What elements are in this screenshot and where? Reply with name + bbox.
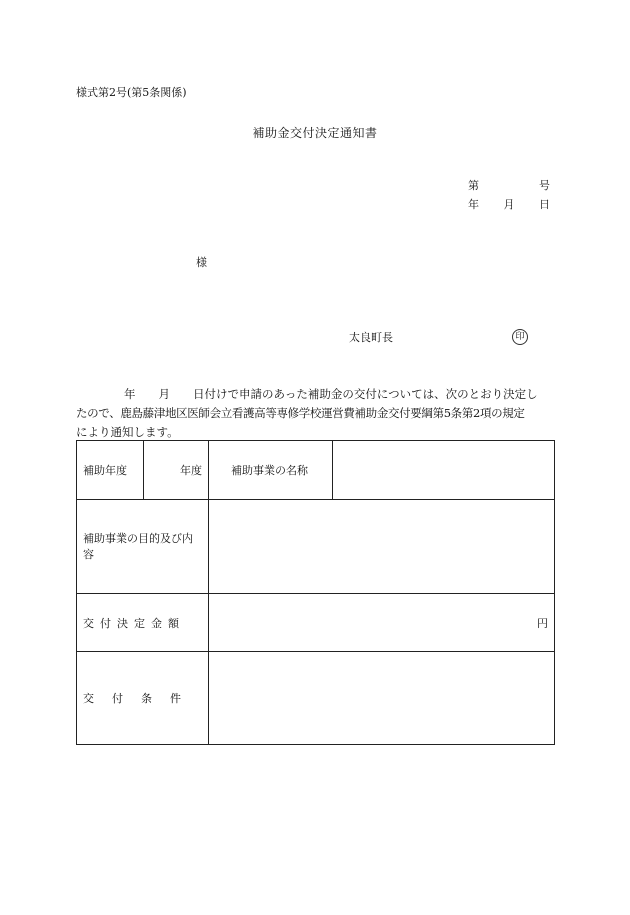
table-row xyxy=(77,652,555,745)
table-row xyxy=(77,441,555,500)
seal-mark: 印 xyxy=(512,329,528,345)
project-name-value xyxy=(333,441,555,500)
form-label: 様式第2号(第5条関係) xyxy=(76,86,187,99)
document-number-line xyxy=(468,179,550,193)
number-prefix: 第 xyxy=(468,179,479,192)
conditions-value xyxy=(209,652,555,745)
conditions-label: 交付条件 xyxy=(77,652,209,745)
date-line xyxy=(468,198,550,212)
purpose-value xyxy=(209,500,555,594)
body-month: 月 xyxy=(158,387,170,401)
body-line1: 日付けで申請のあった補助金の交付については、次のとおり決定し xyxy=(193,387,538,401)
amount-unit: 円 xyxy=(209,594,555,652)
date-year: 年 xyxy=(468,198,479,211)
body-line3: により通知します。 xyxy=(76,425,179,439)
table-row xyxy=(77,594,555,652)
document-title: 補助金交付決定通知書 xyxy=(252,126,378,140)
fiscal-year-unit: 年度 xyxy=(144,441,209,500)
date-day: 日 xyxy=(539,198,550,211)
recipient-honorific: 様 xyxy=(196,256,207,269)
amount-label: 交付決定金額 xyxy=(77,594,209,652)
number-suffix: 号 xyxy=(539,179,550,192)
grant-info-table xyxy=(76,440,555,745)
table-row xyxy=(77,500,555,594)
issuer-name: 太良町長 xyxy=(349,331,393,344)
body-line2: たので、鹿島藤津地区医師会立看護高等専修学校運営費補助金交付要綱第5条第2項の規定 xyxy=(76,406,525,420)
purpose-label: 補助事業の目的及び内容 xyxy=(77,500,209,594)
body-year: 年 xyxy=(124,387,136,401)
date-month: 月 xyxy=(503,198,515,211)
fiscal-year-label: 補助年度 xyxy=(77,441,144,500)
project-name-label: 補助事業の名称 xyxy=(209,441,333,500)
body-paragraph xyxy=(76,385,556,442)
